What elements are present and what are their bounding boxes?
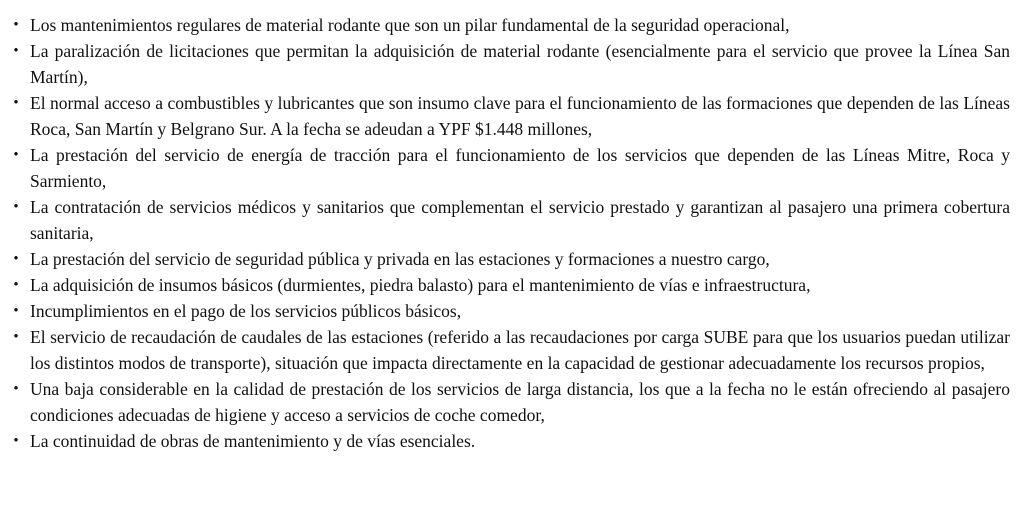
list-item-text-line: La adquisición de insumos básicos (durmientes, piedra balasto) para el mantenimiento de vías e infraestructura, [30, 275, 811, 295]
list-item-text-line: El servicio de recaudación de caudales de las estaciones (referido a las recaudaciones por carga SUBE para que los usuarios puedan utilizar [30, 327, 1010, 347]
list-item-text-line: La prestación del servicio de seguridad pública y privada en las estaciones y formaciones a nuestro cargo, [30, 249, 770, 269]
list-item-text-line: condiciones adecuadas de higiene y acceso a servicios de coche comedor, [30, 405, 545, 425]
list-item [0, 298, 1024, 324]
list-item-text-line: los distintos modos de transporte), situación que impacta directamente en la capacidad de gestionar adecuadamente los recursos propios, [30, 353, 985, 373]
list-item-text-line: Roca, San Martín y Belgrano Sur. A la fecha se adeudan a YPF $1.448 millones, [30, 119, 593, 139]
bullet-icon: • [13, 95, 19, 111]
list-item [0, 246, 1024, 272]
bullet-icon: • [13, 277, 19, 293]
bullet-icon: • [13, 303, 19, 319]
list-item [0, 376, 1024, 428]
list-item-text-line: Incumplimientos en el pago de los servicios públicos básicos, [30, 301, 462, 321]
list-item-text-line: El normal acceso a combustibles y lubricantes que son insumo clave para el funcionamiento de las formaciones que dependen de las Líneas [30, 93, 1010, 113]
list-item-text-line: Los mantenimientos regulares de material rodante que son un pilar fundamental de la seguridad operacional, [30, 15, 790, 35]
list-item [0, 324, 1024, 376]
list-item [0, 194, 1024, 246]
list-item-text-line: La prestación del servicio de energía de tracción para el funcionamiento de los servicios que dependen de las Líneas Mitre, Roca y [30, 145, 1010, 165]
list-item-text-line: sanitaria, [30, 223, 94, 243]
list-item-text-line: Una baja considerable en la calidad de prestación de los servicios de larga distancia, los que a la fecha no le están ofreciendo al pasajero [30, 379, 1010, 399]
list-item [0, 142, 1024, 194]
bullet-icon: • [13, 199, 19, 215]
list-item-text-line: La contratación de servicios médicos y sanitarios que complementan el servicio prestado y garantizan al pasajero una primera cobertura [30, 197, 1010, 217]
bullet-icon: • [13, 251, 19, 267]
list-item [0, 12, 1024, 38]
list-item [0, 90, 1024, 142]
bullet-icon: • [13, 43, 19, 59]
list-item-text-line: Sarmiento, [30, 171, 107, 191]
list-item-text-line: La continuidad de obras de mantenimiento y de vías esenciales. [30, 431, 476, 451]
bullet-list [0, 12, 1024, 454]
bullet-icon: • [13, 433, 19, 449]
list-item-text-line: Martín), [30, 67, 88, 87]
document-body [0, 12, 1024, 454]
list-item [0, 428, 1024, 454]
list-item [0, 38, 1024, 90]
list-item-text-line: La paralización de licitaciones que permitan la adquisición de material rodante (esencialmente para el servicio que provee la Línea San [30, 41, 1010, 61]
list-item [0, 272, 1024, 298]
bullet-icon: • [13, 147, 19, 163]
bullet-icon: • [13, 17, 19, 33]
bullet-icon: • [13, 381, 19, 397]
bullet-icon: • [13, 329, 19, 345]
